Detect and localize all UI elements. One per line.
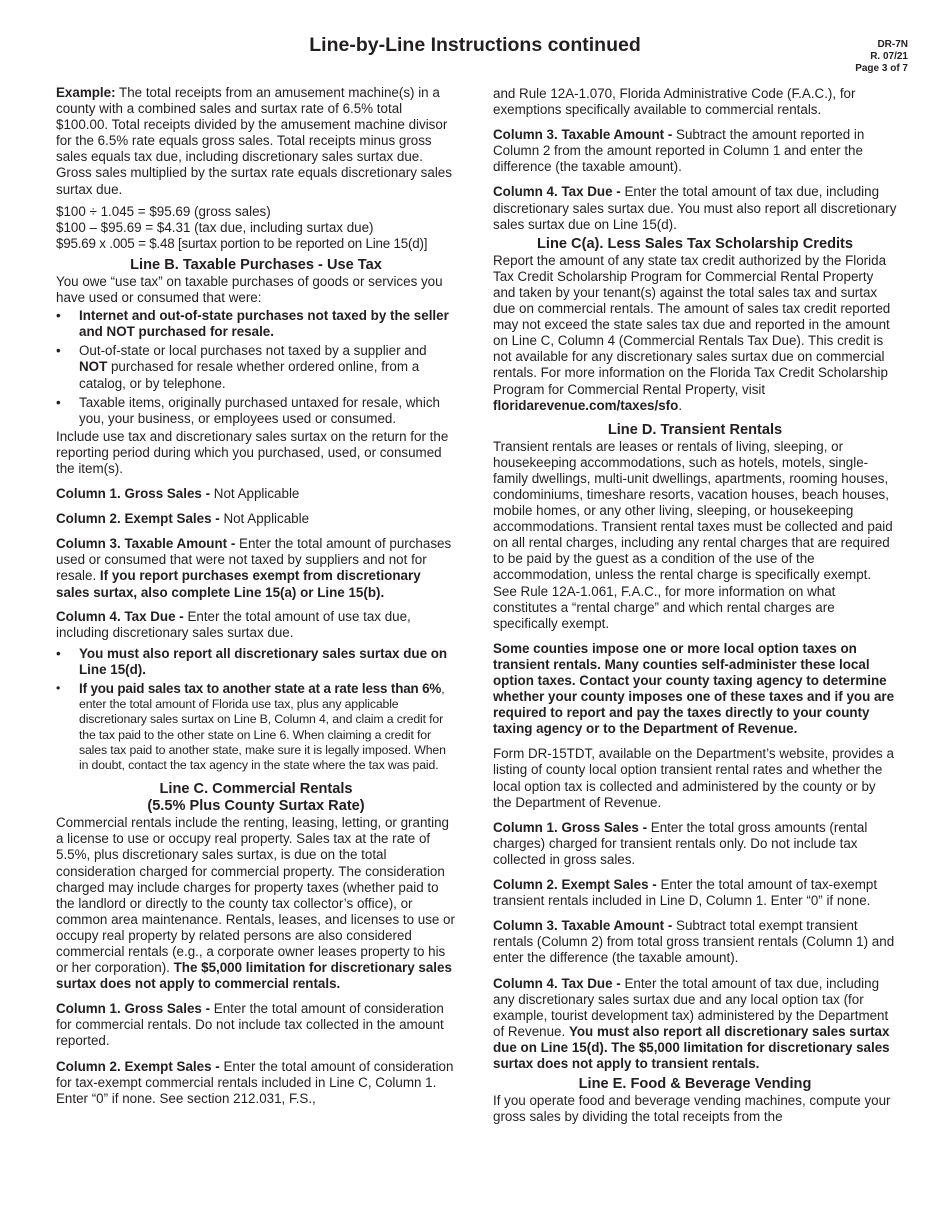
col-label: Column 2. Exempt Sales - (493, 877, 657, 893)
bullet-text: Internet and out-of-state purchases not taxed by the seller and NOT purchased for resale. (79, 308, 449, 340)
line-d-local-option (493, 641, 897, 738)
line-ca-body (493, 253, 897, 414)
example-text: The total receipts from an amusement machine(s) in a county with a combined sales and surtax rate of 6.5% total $100.00. Total receipts divided by the amusement machine divisor for the 6.5% rate equals gross sales. Total receipts minus gross sales equals tax due, including discretionary sales surtax due. Gross sales multiplied by the surtax rate equals discretionary sales surtax due. (56, 85, 452, 197)
line-b-col3 (56, 536, 456, 600)
list-item (56, 646, 456, 678)
col-label: Column 1. Gross Sales - (56, 1001, 211, 1017)
form-identifier (855, 39, 908, 75)
body-text: Report the amount of any state tax credit authorized by the Florida Tax Credit Scholarship Program for Commercial Rental Property and taken by your tenant(s) against the total sales tax and surtax due on commercial rentals. The amount of sales tax credit reported may not exceed the state sales tax due and reported in the amount on Line C, Column 4 (Commercial Rentals Tax Due). This credit is not available for any discretionary sales surtax due on commercial rentals. For more information on the Florida Tax Credit Scholarship Program for Commercial Rental Property, visit (493, 252, 891, 397)
line-d-col2 (493, 877, 897, 909)
line-c-continued: and Rule 12A-1.070, Florida Administrative Code (F.A.C.), for exemptions specifically available to commercial rentals. (493, 86, 856, 118)
form-number: DR-7N (877, 39, 908, 50)
col-label: Column 3. Taxable Amount - (56, 536, 236, 552)
col-text: Subtract the amount reported in Column 2 from the amount reported in Column 1 and enter the difference (the taxable amount). (493, 127, 865, 175)
col-text: Enter the total amount of use tax due, including discretionary sales surtax due. (56, 608, 411, 640)
example-paragraph (56, 85, 456, 198)
calc-line: $100 – $95.69 = $4.31 (tax due, including surtax due) (56, 219, 374, 235)
line-d-col4 (493, 976, 897, 1073)
calc-line: $95.69 x .005 = $.48 [surtax portion to be reported on Line 15(d)] (56, 235, 428, 251)
col-label: Column 1. Gross Sales - (493, 819, 648, 835)
col-text: Enter the total amount of consideration for tax-exempt commercial rentals included in Line C, Column 1. Enter “0” if none. See section 212.031, F.S., (56, 1058, 454, 1106)
left-column (56, 85, 456, 1113)
bullet-text: purchased for resale whether ordered online, from a catalog, or by telephone. (79, 359, 420, 391)
col-text: Enter the total amount of tax-exempt transient rentals included in Line D, Column 1. Enter “0” if none. (493, 877, 878, 909)
page-title: Line-by-Line Instructions continued (309, 34, 641, 56)
form-revision: R. 07/21 (870, 51, 908, 62)
bullet-text: , enter the total amount of Florida use tax, plus any applicable discretionary sales surtax on Line B, Column 4, and claim a credit for the tax paid to the other state on Line 6. When claiming a credit for sales tax paid to another state, make sure it is legally imposed. When in doubt, contact the tax agency in the state where the tax was paid. (79, 682, 446, 773)
col-label: Column 2. Exempt Sales - (56, 511, 220, 527)
bullet-text: Out-of-state or local purchases not taxed by a supplier and (79, 343, 427, 359)
calc-line: $100 ÷ 1.045 = $95.69 (gross sales) (56, 203, 271, 219)
line-b-col1 (56, 486, 456, 502)
list-item (56, 343, 456, 391)
bullet-bold: NOT (79, 359, 108, 375)
col-label: Column 4. Tax Due - (493, 184, 621, 200)
line-c-col1 (56, 1001, 456, 1049)
line-d-col1 (493, 820, 897, 868)
list-item (56, 681, 456, 773)
line-b-list (56, 308, 456, 427)
line-b-include: Include use tax and discretionary sales surtax on the return for the reporting period during which you purchased, used, or consumed the item(s). (56, 428, 449, 476)
body-bold: The $5,000 limitation for discretionary sales surtax does not apply to commercial rentals. (56, 960, 452, 992)
col-text: Enter the total amount of consideration for commercial rentals. Do not include tax collected in the amount reported. (56, 1001, 444, 1049)
col-label: Column 1. Gross Sales - (56, 486, 211, 502)
col-bold: If you report purchases exempt from discretionary sales surtax, also complete Line 15(a) or Line 15(b). (56, 568, 421, 600)
line-e-heading: Line E. Food & Beverage Vending (578, 1076, 812, 1093)
example-label: Example: (56, 85, 116, 100)
line-c-col3 (493, 127, 897, 175)
page-number: Page 3 of 7 (855, 63, 908, 74)
line-e-body: If you operate food and beverage vending machines, compute your gross sales by dividing the total receipts from the (493, 1093, 891, 1125)
line-b-notes (56, 646, 456, 773)
line-b-col2 (56, 511, 456, 527)
col-text: Enter the total amount of purchases used or consumed that were not taxed by suppliers and not for resale. (56, 536, 452, 584)
list-item (56, 395, 456, 427)
line-b-col4 (56, 609, 456, 641)
list-item (56, 308, 456, 340)
line-d-col3 (493, 918, 897, 966)
right-column (493, 86, 897, 1131)
col-label: Column 4. Tax Due - (56, 608, 184, 624)
line-b-heading: Line B. Taxable Purchases - Use Tax (130, 256, 382, 273)
line-c-col4 (493, 184, 897, 232)
bullet-text: Taxable items, originally purchased untaxed for resale, which you, your business, or employees used or consumed. (79, 394, 440, 426)
col-text: Subtract total exempt transient rentals (Column 2) from total gross transient rentals (Column 1) and enter the difference (the taxable amount). (493, 918, 895, 966)
col-text: Enter the total amount of tax due, including any discretionary sales surtax due and any local option tax (for example, tourist development tax) administered by the Department of Revenue. (493, 975, 889, 1039)
example-calculation (56, 204, 456, 252)
body-text: . (678, 397, 683, 413)
line-c-subheading: (5.5% Plus County Surtax Rate) (147, 798, 365, 815)
line-d-body: Transient rentals are leases or rentals of living, sleeping, or housekeeping accommodations, such as hotels, motels, single-family dwellings, multi-unit dwellings, apartments, rooming houses, condominiums, timeshare resorts, vacation houses, beach houses, mobile homes, or any other living, sleeping, or housekeeping accommodations. Transient rental taxes must be collected and paid on all rental charges, including any rental charges that are required to be paid by the guest as a condition of the use of the accommodation, unless the rental charge is specifically exempt. See Rule 12A-1.061, F.A.C., for more information on what constitutes a “rental charge” and which rental charges are specifically exempt. (493, 438, 893, 631)
line-c-body (56, 815, 456, 992)
line-b-intro: You owe “use tax” on taxable purchases of goods or services you have used or consumed that were: (56, 273, 443, 306)
col-text: Enter the total amount of tax due, including discretionary sales surtax due. You must also report all discretionary sales surtax due on Line 15(d). (493, 184, 897, 232)
bullet-bold: If you paid sales tax to another state at a rate less than 6% (79, 681, 442, 696)
line-ca-heading: Line C(a). Less Sales Tax Scholarship Credits (536, 235, 854, 252)
col-label: Column 2. Exempt Sales - (56, 1058, 220, 1074)
col-text: Enter the total gross amounts (rental charges) charged for transient rentals only. Do not include tax collected in gross sales. (493, 819, 868, 867)
col-bold: You must also report all discretionary sales surtax due on Line 15(d). The $5,000 limitation for discretionary sales surtax does not apply to transient rentals. (493, 1023, 890, 1071)
col-text: Not Applicable (210, 486, 300, 502)
body-text: Commercial rentals include the renting, leasing, letting, or granting a license to use or occupy real property. Sales tax at the rate of 5.5%, plus discretionary sales surtax, is due on the total consideration charged for commercial property. The consideration charged may include charges for property taxes (whether paid to the landlord or directly to the county tax collector’s office), or common area maintenance. Rentals, leases, and licenses to use or occupy real property by related persons are also considered commercial rentals (e.g., a corporate owner leases property to his or her corporation). (56, 815, 455, 976)
col-label: Column 3. Taxable Amount - (493, 127, 673, 143)
line-d-form-note: Form DR-15TDT, available on the Department’s website, provides a listing of county local option transient rental rates and whether the local option tax is collected and administered by the county or by the Department of Revenue. (493, 746, 894, 810)
sfo-link[interactable]: floridarevenue.com/taxes/sfo (493, 397, 679, 413)
line-c-col2 (56, 1059, 456, 1107)
col-text: Not Applicable (219, 511, 310, 527)
body-bold: Some counties impose one or more local option taxes on transient rentals. Many counties self-administer these local option taxes. Contact your county taxing agency to determine whether your county imposes one of these taxes and if you are required to report and pay the taxes directly to your county taxing agency or to the Department of Revenue. (493, 640, 895, 737)
line-d-heading: Line D. Transient Rentals (607, 421, 783, 438)
col-label: Column 4. Tax Due - (493, 975, 621, 991)
line-c-heading: Line C. Commercial Rentals (159, 781, 353, 798)
col-label: Column 3. Taxable Amount - (493, 918, 673, 934)
bullet-bold: You must also report all discretionary sales surtax due on Line 15(d). (79, 645, 448, 677)
